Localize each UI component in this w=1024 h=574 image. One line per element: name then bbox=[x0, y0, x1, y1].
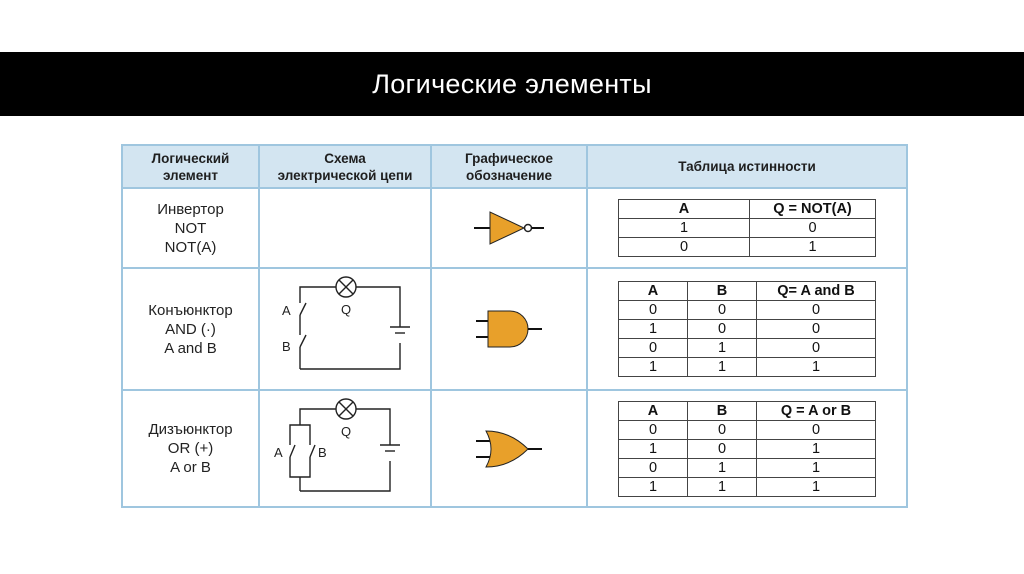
lamp-label: Q bbox=[341, 302, 352, 317]
title-bar bbox=[0, 52, 1024, 116]
truth-row: 1 0 bbox=[619, 219, 876, 238]
scheme-cell-and bbox=[259, 268, 431, 390]
row-not bbox=[122, 188, 907, 268]
parallel-circuit-diagram bbox=[270, 395, 420, 503]
truth-table-cell-or bbox=[587, 390, 907, 507]
switch-b-label: B bbox=[282, 339, 291, 354]
slide-title: Логические элементы bbox=[372, 68, 652, 99]
header-row bbox=[122, 145, 907, 188]
element-name-not: Инвертор NOT NOT(A) bbox=[122, 188, 259, 268]
or-gate-icon bbox=[472, 427, 546, 471]
header-symbol: Графическое обозначение bbox=[431, 145, 587, 188]
truth-table-not: A Q = NOT(A) 1 0 0 1 bbox=[618, 199, 876, 257]
truth-row: 0 1 1 bbox=[619, 458, 876, 477]
truth-row: 1 0 1 bbox=[619, 439, 876, 458]
truth-table-cell-not bbox=[587, 188, 907, 268]
scheme-empty bbox=[259, 188, 431, 268]
switch-b-label: B bbox=[318, 444, 327, 460]
truth-row: 1 0 0 bbox=[619, 320, 876, 339]
not-gate-icon bbox=[472, 206, 546, 250]
truth-row: 0 1 0 bbox=[619, 339, 876, 358]
and-gate-icon bbox=[472, 307, 546, 351]
lamp-label: Q bbox=[341, 423, 352, 439]
header-scheme: Схема электрической цепи bbox=[259, 145, 431, 188]
row-or bbox=[122, 390, 907, 507]
symbol-cell-and bbox=[431, 268, 587, 390]
truth-row: 1 1 1 bbox=[619, 358, 876, 377]
truth-table-or: A B Q = A or B 0 0 0 1 0 1 0 1 1 1 1 1 bbox=[618, 401, 876, 497]
symbol-cell-or bbox=[431, 390, 587, 507]
truth-row: 1 1 1 bbox=[619, 477, 876, 496]
logic-elements-table bbox=[121, 144, 908, 508]
truth-table-cell-and bbox=[587, 268, 907, 390]
header-element: Логический элемент bbox=[122, 145, 259, 188]
element-name-and: Конъюнктор AND (·) A and B bbox=[122, 268, 259, 390]
element-name-or: Дизъюнктор OR (+) A or B bbox=[122, 390, 259, 507]
scheme-cell-or bbox=[259, 390, 431, 507]
header-truth-table: Таблица истинности bbox=[587, 145, 907, 188]
row-and bbox=[122, 268, 907, 390]
truth-row: 0 1 bbox=[619, 238, 876, 257]
switch-a-label: A bbox=[274, 444, 283, 460]
symbol-cell-not bbox=[431, 188, 587, 268]
series-circuit-diagram bbox=[270, 273, 420, 385]
truth-table-and: A B Q= A and B 0 0 0 1 0 0 0 1 0 1 1 1 bbox=[618, 281, 876, 377]
truth-row: 0 0 0 bbox=[619, 420, 876, 439]
truth-row: 0 0 0 bbox=[619, 301, 876, 320]
switch-a-label: A bbox=[282, 303, 291, 318]
